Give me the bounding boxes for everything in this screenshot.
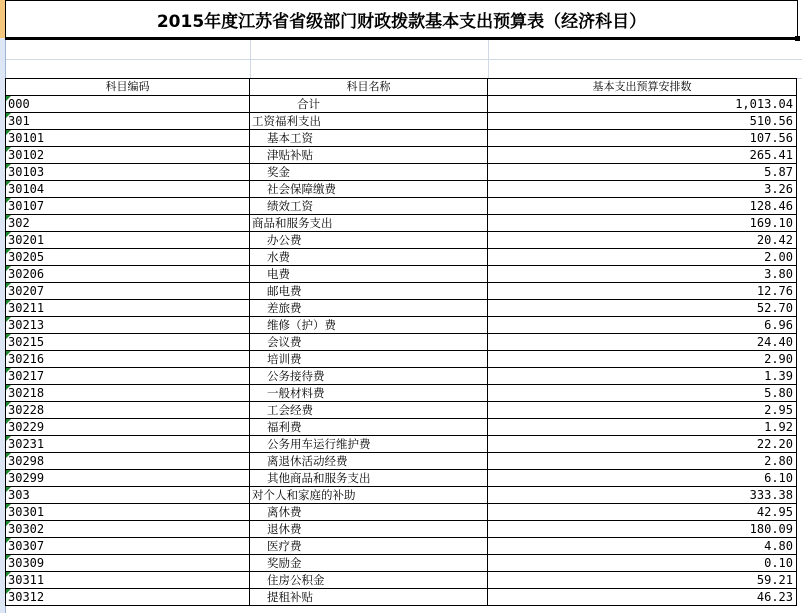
amount-cell[interactable]	[488, 521, 797, 537]
amount-cell[interactable]	[488, 181, 797, 197]
amount-cell[interactable]	[488, 300, 797, 316]
table-row	[5, 368, 797, 385]
table-row	[5, 215, 797, 232]
amount-text: 6.96	[764, 318, 793, 332]
name-text: 奖金	[267, 165, 290, 179]
amount-text: 2.90	[764, 352, 793, 366]
name-cell[interactable]	[250, 589, 488, 605]
amount-cell[interactable]	[488, 266, 797, 282]
amount-cell[interactable]	[488, 113, 797, 129]
name-text: 对个人和家庭的补助	[252, 488, 356, 502]
error-indicator-icon	[6, 113, 11, 118]
table-row	[5, 334, 797, 351]
header-amount[interactable]: 基本支出预算安排数	[488, 79, 797, 95]
name-cell[interactable]	[250, 368, 488, 384]
code-cell[interactable]	[5, 249, 250, 265]
name-text: 社会保障缴费	[267, 182, 336, 196]
error-indicator-icon	[6, 300, 11, 305]
error-indicator-icon	[6, 470, 11, 475]
name-text: 差旅费	[267, 301, 302, 315]
table-row	[5, 402, 797, 419]
error-indicator-icon	[6, 521, 11, 526]
name-text: 工资福利支出	[252, 114, 321, 128]
code-text: 30218	[8, 386, 45, 400]
code-text: 30298	[8, 454, 45, 468]
error-indicator-icon	[6, 538, 11, 543]
name-cell[interactable]	[250, 164, 488, 180]
table-row	[5, 317, 797, 334]
code-cell[interactable]	[5, 130, 250, 146]
table-row	[5, 283, 797, 300]
error-indicator-icon	[6, 504, 11, 509]
amount-text: 169.10	[749, 216, 793, 230]
error-indicator-icon	[6, 436, 11, 441]
amount-text: 42.95	[756, 505, 793, 519]
name-cell[interactable]	[250, 147, 488, 163]
name-cell[interactable]	[250, 351, 488, 367]
title-text: 2015年度江苏省省级部门财政拨款基本支出预算表（经济科目）	[156, 11, 647, 32]
amount-text: 12.76	[756, 284, 793, 298]
amount-text: 20.42	[756, 233, 793, 247]
table-row	[5, 453, 797, 470]
amount-text: 333.38	[749, 488, 793, 502]
table-row	[5, 300, 797, 317]
code-text: 30217	[8, 369, 45, 383]
amount-text: 1.39	[764, 369, 793, 383]
amount-cell[interactable]	[488, 317, 797, 333]
name-cell[interactable]	[250, 215, 488, 231]
name-text: 离退休活动经费	[267, 454, 348, 468]
sheet-title[interactable]	[5, 0, 798, 40]
code-cell[interactable]	[5, 164, 250, 180]
error-indicator-icon	[6, 572, 11, 577]
code-cell[interactable]	[5, 96, 250, 112]
code-cell[interactable]	[5, 453, 250, 469]
name-text: 其他商品和服务支出	[267, 471, 371, 485]
name-text: 会议费	[267, 335, 302, 349]
name-cell[interactable]	[250, 300, 488, 316]
error-indicator-icon	[6, 317, 11, 322]
code-cell[interactable]	[5, 436, 250, 452]
name-text: 基本工资	[267, 131, 313, 145]
name-text: 商品和服务支出	[252, 216, 333, 230]
table-row	[5, 555, 797, 572]
error-indicator-icon	[6, 555, 11, 560]
amount-text: 128.46	[749, 199, 793, 213]
table-row	[5, 487, 797, 504]
error-indicator-icon	[6, 419, 11, 424]
amount-text: 510.56	[749, 114, 793, 128]
table-row	[5, 538, 797, 555]
error-indicator-icon	[6, 164, 11, 169]
amount-text: 180.09	[749, 522, 793, 536]
code-text: 30213	[8, 318, 45, 332]
amount-cell[interactable]	[488, 232, 797, 248]
amount-cell[interactable]	[488, 453, 797, 469]
table-row	[5, 198, 797, 215]
name-cell[interactable]	[250, 453, 488, 469]
error-indicator-icon	[6, 130, 11, 135]
code-cell[interactable]	[5, 572, 250, 588]
code-cell[interactable]	[5, 334, 250, 350]
table-row	[5, 130, 797, 147]
table-row	[5, 385, 797, 402]
amount-cell[interactable]	[488, 589, 797, 605]
amount-text: 0.10	[764, 556, 793, 570]
name-cell[interactable]	[250, 198, 488, 214]
table-row	[5, 419, 797, 436]
error-indicator-icon	[6, 385, 11, 390]
error-indicator-icon	[6, 249, 11, 254]
name-text: 公务接待费	[267, 369, 325, 383]
error-indicator-icon	[6, 487, 11, 492]
amount-text: 107.56	[749, 131, 793, 145]
name-cell[interactable]	[250, 113, 488, 129]
error-indicator-icon	[6, 232, 11, 237]
name-text: 水费	[267, 250, 290, 264]
name-cell[interactable]	[250, 402, 488, 418]
code-cell[interactable]	[5, 283, 250, 299]
name-text: 离休费	[267, 505, 302, 519]
amount-cell[interactable]	[488, 96, 797, 112]
amount-text: 3.26	[764, 182, 793, 196]
amount-cell[interactable]	[488, 198, 797, 214]
name-cell[interactable]	[250, 232, 488, 248]
name-cell[interactable]	[250, 283, 488, 299]
code-cell[interactable]	[5, 470, 250, 486]
name-cell[interactable]	[250, 470, 488, 486]
table-header-row	[5, 78, 797, 96]
name-text: 津贴补贴	[267, 148, 313, 162]
table-body	[5, 96, 797, 606]
amount-text: 2.00	[764, 250, 793, 264]
amount-cell[interactable]	[488, 402, 797, 418]
name-text: 福利费	[267, 420, 302, 434]
name-cell[interactable]	[250, 436, 488, 452]
code-cell[interactable]	[5, 521, 250, 537]
code-cell[interactable]	[5, 419, 250, 435]
amount-text: 5.80	[764, 386, 793, 400]
table-row	[5, 147, 797, 164]
code-cell[interactable]	[5, 538, 250, 554]
code-cell[interactable]	[5, 232, 250, 248]
name-text: 电费	[267, 267, 290, 281]
code-cell[interactable]	[5, 113, 250, 129]
code-text: 30107	[8, 199, 45, 213]
code-text: 30207	[8, 284, 45, 298]
code-cell[interactable]	[5, 589, 250, 605]
code-text: 30104	[8, 182, 45, 196]
code-text: 302	[8, 216, 30, 230]
name-cell[interactable]	[250, 317, 488, 333]
code-text: 30103	[8, 165, 45, 179]
code-text: 30101	[8, 131, 45, 145]
amount-text: 22.20	[756, 437, 793, 451]
code-text: 30301	[8, 505, 45, 519]
code-cell[interactable]	[5, 351, 250, 367]
amount-text: 1.92	[764, 420, 793, 434]
amount-text: 59.21	[756, 573, 793, 587]
amount-text: 265.41	[749, 148, 793, 162]
amount-text: 46.23	[756, 590, 793, 604]
code-cell[interactable]	[5, 402, 250, 418]
error-indicator-icon	[6, 266, 11, 271]
code-text: 30302	[8, 522, 45, 536]
budget-table	[5, 78, 797, 606]
code-cell[interactable]	[5, 504, 250, 520]
code-text: 30311	[8, 573, 45, 587]
code-text: 30216	[8, 352, 45, 366]
table-row	[5, 249, 797, 266]
code-cell[interactable]	[5, 300, 250, 316]
code-cell[interactable]	[5, 198, 250, 214]
amount-text: 2.95	[764, 403, 793, 417]
name-text: 住房公积金	[267, 573, 325, 587]
error-indicator-icon	[6, 147, 11, 152]
table-row	[5, 521, 797, 538]
name-text: 提租补贴	[267, 590, 313, 604]
name-cell[interactable]	[250, 504, 488, 520]
amount-text: 4.80	[764, 539, 793, 553]
code-text: 303	[8, 488, 30, 502]
error-indicator-icon	[6, 181, 11, 186]
name-text: 维修（护）费	[267, 318, 336, 332]
name-text: 奖励金	[267, 556, 302, 570]
table-row	[5, 181, 797, 198]
error-indicator-icon	[6, 96, 11, 101]
name-text: 医疗费	[267, 539, 302, 553]
code-cell[interactable]	[5, 385, 250, 401]
amount-text: 52.70	[756, 301, 793, 315]
amount-text: 24.40	[756, 335, 793, 349]
code-cell[interactable]	[5, 181, 250, 197]
name-text: 邮电费	[267, 284, 302, 298]
error-indicator-icon	[6, 368, 11, 373]
name-text: 绩效工资	[267, 199, 313, 213]
amount-cell[interactable]	[488, 572, 797, 588]
header-name[interactable]: 科目名称	[250, 79, 488, 95]
code-cell[interactable]	[5, 147, 250, 163]
amount-text: 3.80	[764, 267, 793, 281]
amount-cell[interactable]	[488, 385, 797, 401]
error-indicator-icon	[6, 198, 11, 203]
amount-cell[interactable]	[488, 283, 797, 299]
name-cell[interactable]	[250, 555, 488, 571]
code-text: 30309	[8, 556, 45, 570]
amount-text: 2.80	[764, 454, 793, 468]
name-text: 办公费	[267, 233, 302, 247]
amount-cell[interactable]	[488, 470, 797, 486]
amount-cell[interactable]	[488, 351, 797, 367]
code-text: 30307	[8, 539, 45, 553]
table-row	[5, 113, 797, 130]
code-text: 301	[8, 114, 30, 128]
name-cell[interactable]	[250, 521, 488, 537]
header-code[interactable]: 科目编码	[5, 79, 250, 95]
code-text: 30205	[8, 250, 45, 264]
code-cell[interactable]	[5, 487, 250, 503]
name-cell[interactable]	[250, 385, 488, 401]
error-indicator-icon	[6, 453, 11, 458]
grid-line	[250, 40, 251, 78]
table-row	[5, 470, 797, 487]
amount-cell[interactable]	[488, 249, 797, 265]
name-cell[interactable]	[250, 334, 488, 350]
error-indicator-icon	[6, 402, 11, 407]
amount-cell[interactable]	[488, 555, 797, 571]
error-indicator-icon	[6, 215, 11, 220]
name-cell[interactable]	[250, 96, 488, 112]
error-indicator-icon	[6, 283, 11, 288]
amount-cell[interactable]	[488, 147, 797, 163]
table-row	[5, 164, 797, 181]
code-cell[interactable]	[5, 368, 250, 384]
table-row	[5, 504, 797, 521]
amount-cell[interactable]	[488, 130, 797, 146]
code-text: 30215	[8, 335, 45, 349]
amount-cell[interactable]	[488, 487, 797, 503]
amount-cell[interactable]	[488, 436, 797, 452]
name-text: 培训费	[267, 352, 302, 366]
table-row	[5, 232, 797, 249]
empty-row[interactable]	[6, 59, 802, 79]
code-text: 30228	[8, 403, 45, 417]
code-cell[interactable]	[5, 215, 250, 231]
name-cell[interactable]	[250, 487, 488, 503]
name-cell[interactable]	[250, 181, 488, 197]
amount-cell[interactable]	[488, 164, 797, 180]
code-text: 30299	[8, 471, 45, 485]
amount-cell[interactable]	[488, 334, 797, 350]
amount-cell[interactable]	[488, 419, 797, 435]
table-row	[5, 351, 797, 368]
name-text: 退休费	[267, 522, 302, 536]
amount-text: 6.10	[764, 471, 793, 485]
code-text: 30102	[8, 148, 45, 162]
amount-cell[interactable]	[488, 368, 797, 384]
amount-text: 1,013.04	[735, 97, 793, 111]
code-cell[interactable]	[5, 266, 250, 282]
table-row	[5, 266, 797, 283]
error-indicator-icon	[6, 334, 11, 339]
error-indicator-icon	[6, 589, 11, 594]
name-text: 一般材料费	[267, 386, 325, 400]
table-row	[5, 572, 797, 589]
table-row	[5, 436, 797, 453]
amount-cell[interactable]	[488, 215, 797, 231]
amount-text: 5.87	[764, 165, 793, 179]
name-cell[interactable]	[250, 572, 488, 588]
error-indicator-icon	[6, 351, 11, 356]
code-cell[interactable]	[5, 555, 250, 571]
amount-cell[interactable]	[488, 504, 797, 520]
name-text: 公务用车运行维护费	[267, 437, 371, 451]
name-cell[interactable]	[250, 538, 488, 554]
code-text: 30312	[8, 590, 45, 604]
name-text: 合计	[297, 97, 320, 111]
code-text: 30229	[8, 420, 45, 434]
code-cell[interactable]	[5, 317, 250, 333]
name-cell[interactable]	[250, 130, 488, 146]
name-cell[interactable]	[250, 249, 488, 265]
code-text: 000	[8, 97, 30, 111]
name-cell[interactable]	[250, 266, 488, 282]
code-text: 30211	[8, 301, 45, 315]
amount-cell[interactable]	[488, 538, 797, 554]
code-text: 30206	[8, 267, 45, 281]
name-cell[interactable]	[250, 419, 488, 435]
grid-line	[488, 40, 489, 78]
name-text: 工会经费	[267, 403, 313, 417]
table-row	[5, 589, 797, 606]
table-row	[5, 96, 797, 113]
code-text: 30201	[8, 233, 45, 247]
empty-row[interactable]	[6, 40, 802, 60]
code-text: 30231	[8, 437, 45, 451]
